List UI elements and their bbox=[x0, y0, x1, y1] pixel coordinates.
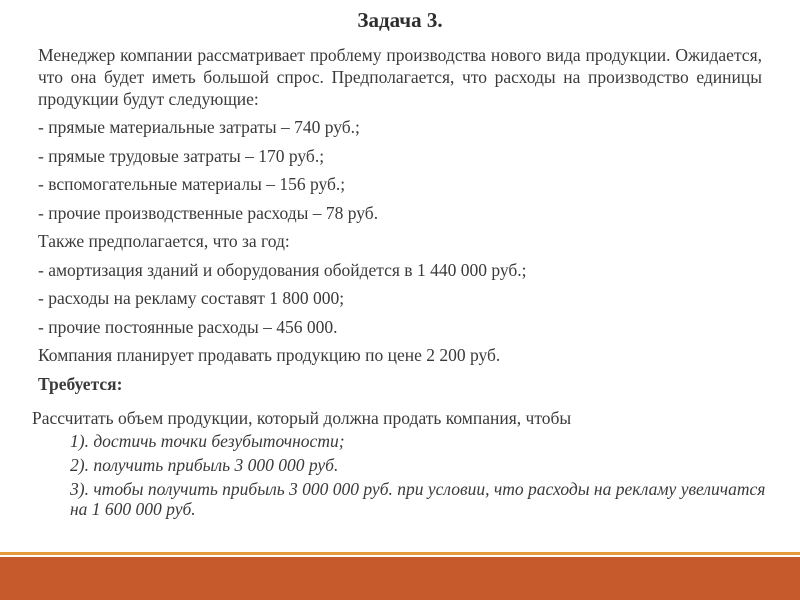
annual-lead: Также предполагается, что за год: bbox=[38, 231, 290, 251]
task-item: 1). достичь точки безубыточности; bbox=[70, 431, 345, 451]
footer-divider bbox=[0, 552, 800, 555]
unit-cost-item: - вспомогательные материалы – 156 руб.; bbox=[38, 174, 346, 194]
required-label: Требуется: bbox=[38, 373, 123, 394]
annual-cost-item: - амортизация зданий и оборудования обойдется в 1 440 000 руб.; bbox=[38, 259, 527, 280]
unit-cost-item: - прямые трудовые затраты – 170 руб.; bbox=[38, 145, 325, 166]
intro-text-part2: . Предполагается, что расходы на производство единицы продукции будут следующие: bbox=[38, 67, 762, 109]
intro-text-part1: Менеджер компании рассматривает проблему производства нового вида продукции. Ожидается, что она будет иметь большой спрос bbox=[38, 45, 762, 87]
intro-paragraph bbox=[38, 44, 762, 110]
task-lead: Рассчитать объем продукции, который должна продать компания, чтобы bbox=[32, 408, 572, 428]
annual-cost-item: - расходы на рекламу составят 1 800 000; bbox=[38, 288, 345, 308]
unit-cost-item: - прочие производственные расходы – 78 руб. bbox=[38, 202, 379, 223]
task-item: 2). получить прибыль 3 000 000 руб. bbox=[70, 455, 339, 475]
task-list bbox=[32, 431, 772, 519]
annual-cost-item: - прочие постоянные расходы – 456 000. bbox=[38, 316, 338, 337]
price-line: Компания планирует продавать продукцию по цене 2 200 руб. bbox=[38, 345, 501, 365]
problem-statement bbox=[38, 44, 762, 401]
task-item: 3). чтобы получить прибыль 3 000 000 руб. при условии, что расходы на рекламу увеличатся на 1 600 000 руб. bbox=[70, 479, 766, 519]
footer-band bbox=[0, 557, 800, 600]
task-section bbox=[32, 408, 772, 523]
unit-cost-item: - прямые материальные затраты – 740 руб.; bbox=[38, 117, 360, 137]
task-title: Задача 3. bbox=[357, 8, 443, 32]
